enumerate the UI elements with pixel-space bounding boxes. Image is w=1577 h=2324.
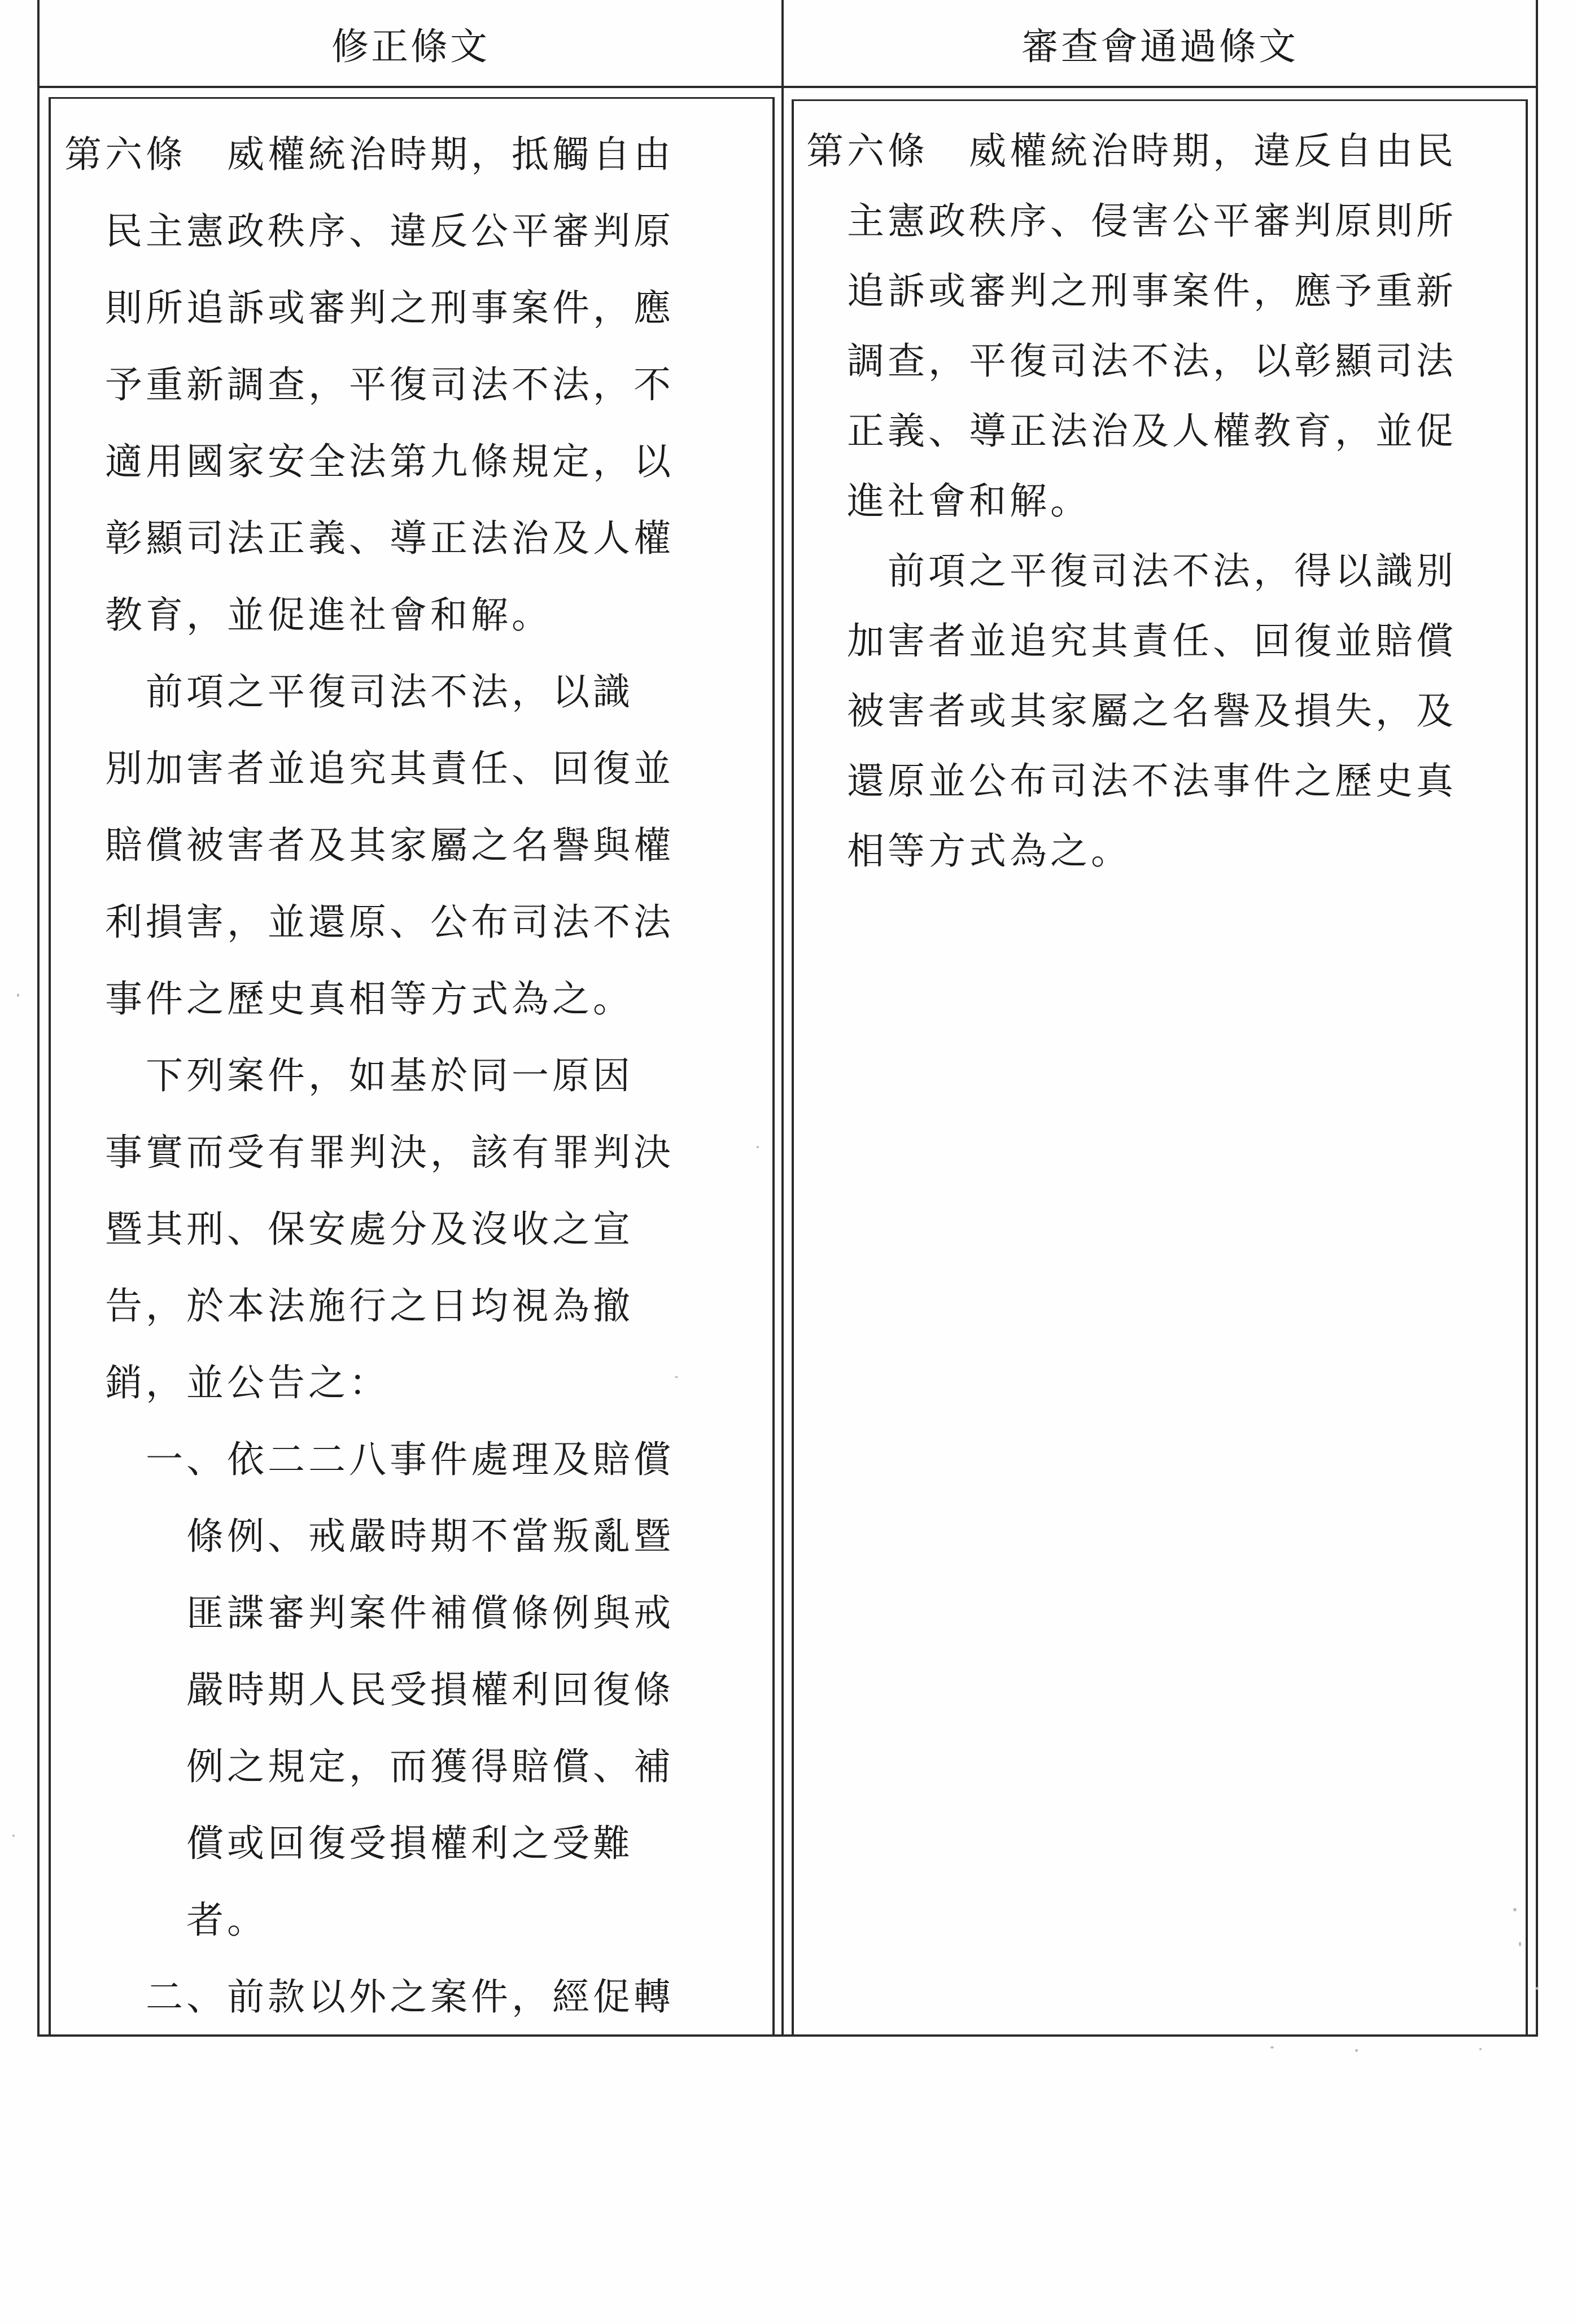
scan-speck <box>757 1146 759 1148</box>
table-header-row <box>38 0 1537 87</box>
text-line: 匪諜審判案件補償條例與戒 <box>64 1591 674 1635</box>
text-line: 償或回復受損權利之受難 <box>64 1822 634 1865</box>
text-line: 還原並公布司法不法事件之歷史真 <box>806 759 1457 803</box>
text-line: 適用國家安全法第九條規定，以 <box>64 440 674 483</box>
scan-speck <box>1513 1908 1517 1911</box>
table-body-row <box>38 87 1537 2036</box>
scan-speck <box>12 1835 15 1837</box>
amended-text-cell <box>38 87 783 2036</box>
text-line: 賠償被害者及其家屬之名譽與權 <box>64 824 674 867</box>
text-line: 條例、戒嚴時期不當叛亂暨 <box>64 1515 674 1558</box>
text-line: 別加害者並追究其責任、回復並 <box>64 747 674 790</box>
scan-speck <box>1479 2048 1482 2050</box>
text-line: 一、依二二八事件處理及賠償 <box>64 1438 674 1481</box>
text-line: 暨其刑、保安處分及沒收之宣 <box>64 1207 634 1251</box>
text-line: 嚴時期人民受損權利回復條 <box>64 1668 674 1712</box>
text-line: 告，於本法施行之日均視為撤 <box>64 1284 634 1328</box>
text-line: 第六條 威權統治時期，抵觸自由 <box>64 133 674 176</box>
text-line: 下列案件，如基於同一原因 <box>64 1054 634 1097</box>
text-line: 主憲政秩序、侵害公平審判原則所 <box>806 199 1457 243</box>
text-line: 被害者或其家屬之名譽及損失，及 <box>806 689 1457 733</box>
scan-speck <box>1536 1987 1539 1990</box>
text-line: 前項之平復司法不法，以識 <box>64 670 634 714</box>
text-line: 進社會和解。 <box>806 479 1091 523</box>
text-line: 事件之歷史真相等方式為之。 <box>64 977 634 1021</box>
scan-speck <box>1519 1942 1521 1946</box>
header-committee-text: 審查會通過條文 <box>783 0 1537 87</box>
text-line: 則所追訴或審判之刑事案件，應 <box>64 286 674 330</box>
scan-speck <box>1270 2046 1274 2049</box>
text-line: 追訴或審判之刑事案件，應予重新 <box>806 269 1457 313</box>
text-line: 前項之平復司法不法，得以識別 <box>806 549 1457 593</box>
text-line: 例之規定，而獲得賠償、補 <box>64 1745 674 1788</box>
text-line: 加害者並追究其責任、回復並賠償 <box>806 619 1457 663</box>
text-line: 銷，並公告之： <box>64 1361 390 1404</box>
scan-speck <box>1355 2049 1358 2052</box>
amended-article-text <box>64 116 674 2036</box>
text-line: 予重新調查，平復司法不法，不 <box>64 363 674 406</box>
text-line: 教育，並促進社會和解。 <box>64 593 552 637</box>
committee-article-text <box>806 116 1457 886</box>
text-line: 調查，平復司法不法，以彰顯司法 <box>806 339 1457 383</box>
text-line: 民主憲政秩序、違反公平審判原 <box>64 209 674 253</box>
text-line: 者。 <box>64 1898 268 1942</box>
header-amended-text: 修正條文 <box>38 0 783 87</box>
text-line: 事實而受有罪判決，該有罪判決 <box>64 1131 674 1174</box>
text-line: 彰顯司法正義、導正法治及人權 <box>64 517 674 560</box>
text-line: 正義、導正法治及人權教育，並促 <box>806 409 1457 453</box>
text-line: 利損害，並還原、公布司法不法 <box>64 900 674 944</box>
scan-speck <box>17 994 19 997</box>
text-line: 二、前款以外之案件，經促轉 <box>64 1975 674 2019</box>
scan-speck <box>675 1376 678 1378</box>
comparison-table <box>37 0 1538 2037</box>
text-line: 相等方式為之。 <box>806 829 1132 873</box>
committee-text-cell <box>783 87 1537 2036</box>
text-line: 第六條 威權統治時期，違反自由民 <box>806 129 1457 173</box>
